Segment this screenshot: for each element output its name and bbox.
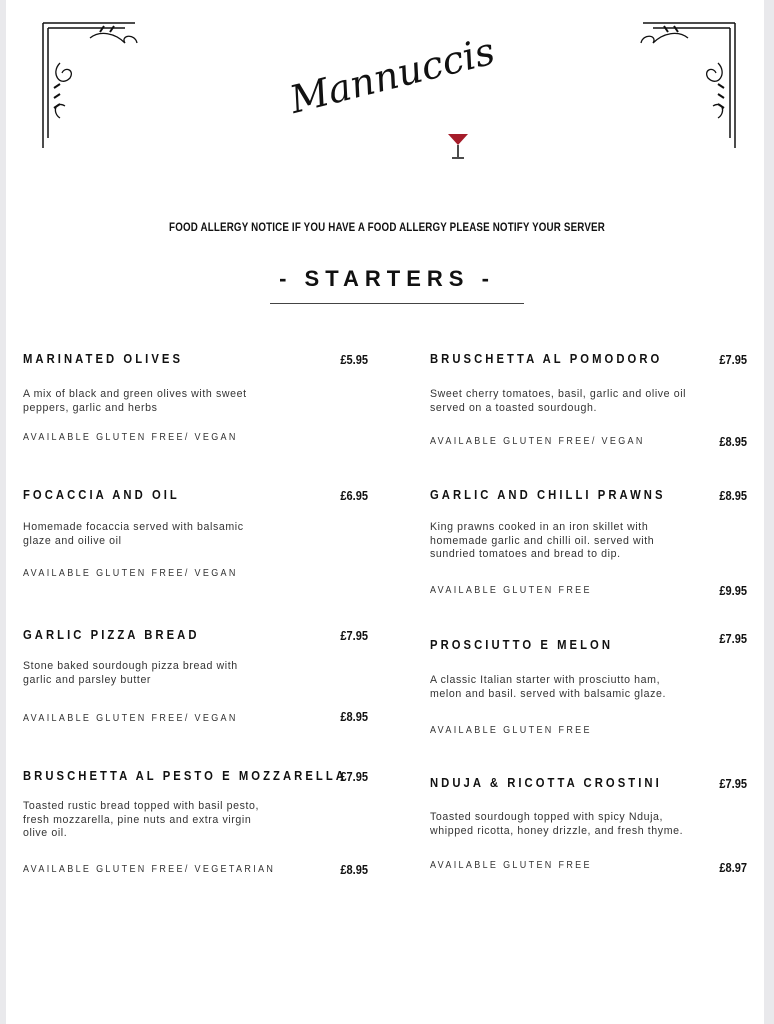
item-price: £7.95 <box>340 769 368 784</box>
item-description: Toasted rustic bread topped with basil pesto, <box>23 800 260 812</box>
item-name: BRUSCHETTA AL POMODORO <box>430 352 663 366</box>
item-price: £7.95 <box>719 776 747 791</box>
item-description: garlic and parsley butter <box>23 673 152 686</box>
item-description: glaze and oilive oil <box>23 534 122 547</box>
item-name: BRUSCHETTA AL PESTO E MOZZARELLA <box>23 769 347 783</box>
item-availability: AVAILABLE GLUTEN FREE <box>430 725 592 736</box>
item-description: fresh mozzarella, pine nuts and extra virgin <box>23 813 252 826</box>
item-price: £8.95 <box>719 488 747 503</box>
item-description: melon and basil. served with balsamic glaze. <box>430 687 667 700</box>
item-name: GARLIC AND CHILLI PRAWNS <box>430 488 666 502</box>
item-description: Stone baked sourdough pizza bread with <box>23 660 238 672</box>
allergy-notice: FOOD ALLERGY NOTICE IF YOU HAVE A FOOD ALLERGY PLEASE NOTIFY YOUR SERVER <box>169 222 605 234</box>
item-description: A classic Italian starter with prosciutto ham, <box>430 674 661 686</box>
item-description: Sweet cherry tomatoes, basil, garlic and olive oil <box>430 388 687 400</box>
item-alt-price: £8.95 <box>340 709 368 724</box>
section-divider <box>270 303 524 304</box>
item-alt-price: £8.95 <box>340 862 368 877</box>
item-price: £7.95 <box>340 628 368 643</box>
item-description: Toasted sourdough topped with spicy Nduja, <box>430 811 664 823</box>
item-price: £5.95 <box>340 352 368 367</box>
restaurant-logo: Mannuccis <box>285 28 500 123</box>
item-description: olive oil. <box>23 827 68 840</box>
cocktail-glass-icon <box>447 132 469 160</box>
item-availability: AVAILABLE GLUTEN FREE <box>430 860 592 871</box>
item-availability: AVAILABLE GLUTEN FREE/ VEGAN <box>23 713 238 724</box>
ornament-corner-right-icon <box>640 18 738 153</box>
item-price: £7.95 <box>719 631 747 646</box>
item-name: GARLIC PIZZA BREAD <box>23 628 200 642</box>
item-description: served on a toasted sourdough. <box>430 401 598 414</box>
item-availability: AVAILABLE GLUTEN FREE/ VEGETARIAN <box>23 864 276 875</box>
item-name: FOCACCIA AND OIL <box>23 488 180 502</box>
item-price: £6.95 <box>340 488 368 503</box>
item-alt-price: £8.97 <box>719 860 747 875</box>
section-title: - STARTERS - <box>279 266 495 291</box>
item-description: Homemade focaccia served with balsamic <box>23 521 244 533</box>
item-description: King prawns cooked in an iron skillet with <box>430 521 649 533</box>
item-description: whipped ricotta, honey drizzle, and fresh thyme. <box>430 824 684 837</box>
ornament-corner-left-icon <box>40 18 138 153</box>
item-alt-price: £8.95 <box>719 434 747 449</box>
item-availability: AVAILABLE GLUTEN FREE/ VEGAN <box>23 568 238 579</box>
item-description: peppers, garlic and herbs <box>23 401 158 414</box>
item-name: NDUJA & RICOTTA CROSTINI <box>430 776 662 790</box>
item-availability: AVAILABLE GLUTEN FREE/ VEGAN <box>23 432 238 443</box>
item-name: MARINATED OLIVES <box>23 352 184 366</box>
item-description: homemade garlic and chilli oil. served with <box>430 534 655 547</box>
item-availability: AVAILABLE GLUTEN FREE <box>430 585 592 596</box>
item-description: sundried tomatoes and bread to dip. <box>430 548 621 561</box>
item-price: £7.95 <box>719 352 747 367</box>
item-availability: AVAILABLE GLUTEN FREE/ VEGAN <box>430 436 645 447</box>
item-name: PROSCIUTTO E MELON <box>430 638 614 652</box>
item-description: A mix of black and green olives with sweet <box>23 388 247 400</box>
item-alt-price: £9.95 <box>719 583 747 598</box>
